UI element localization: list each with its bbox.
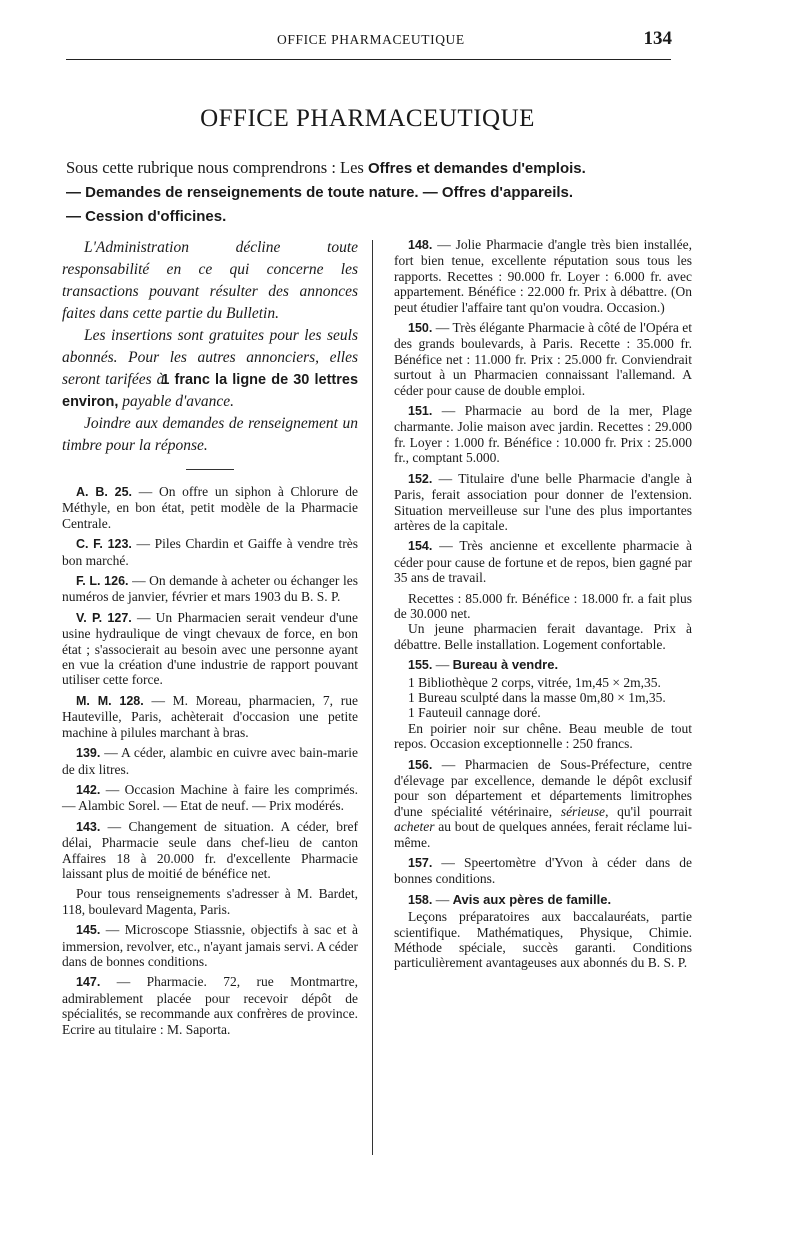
ad-154-line-1: Recettes : 85.000 fr. Bénéfice : 18.000 fr. a fait plus de 30.000 net. [394, 590, 692, 621]
left-column [62, 237, 358, 1042]
ad-ref: 154. [408, 539, 433, 554]
ad-ref: 152. [408, 471, 433, 486]
disclaimer-p2 [62, 325, 358, 413]
ad-ref: 142. [76, 782, 101, 797]
ad-158-ref: 158. [408, 892, 433, 907]
ad-entry [62, 886, 358, 917]
ad-ref: 148. [408, 238, 433, 252]
ad-text: — On offre un siphon à Chlorure de Méthyle, en bon état, petit modèle de la Pharmacie Centrale. [62, 484, 358, 531]
ad-text: Pour tous renseignements s'adresser à M. Bardet, 118, boulevard Magenta, Paris. [62, 886, 358, 917]
ad-text: — M. Moreau, pharmacien, 7, rue Hauteville, Paris, achèterait d'occasion une petite machine à pilules marchant à bras. [62, 692, 358, 740]
ad-156-text-a: — Pharmacien de Sous-Préfecture, centre d'élevage par excellence, demande le dépôt exclusif pour son département et départements limitrophes d'une spécialité vétérinaire, [394, 756, 692, 819]
right-column [394, 237, 692, 971]
ad-text: — Un Pharmacien serait vendeur d'une usine hydraulique de vingt chevaux de force, en bon état ; s'associerait au besoin avec une personne ayant en vue la création d'une industrie de rapport pouvant utiliser cette force. [62, 609, 358, 688]
intro-paragraph [66, 156, 740, 228]
ad-text: — A céder, alambic en cuivre avec bain-marie de dix litres. [62, 745, 358, 777]
header-rule [66, 59, 671, 60]
ad-156-text-c: au bout de quelques années, ferait réclame lui-même. [394, 819, 692, 850]
ad-ref: 151. [408, 404, 433, 419]
ad-156-italic-2: acheter [394, 819, 435, 835]
disclaimer-p2a: Les insertions sont gratuites pour les seuls abonnés. Pour les autres annonciers, elles seront tarifées à [62, 327, 358, 388]
disclaimer-p2c: payable d'avance. [122, 393, 235, 410]
ad-entry [62, 745, 358, 777]
ad-155-line-1: 1 Bibliothèque 2 corps, vitrée, 1m,45 × 2m,35. [408, 674, 661, 690]
ad-158-text: Leçons préparatoires aux baccalauréats, partie scientifique. Mathématiques, Physique, Chimie. Méthode spéciale, succès garanti. Conditions particulièrement avantageuses aux abonnés du B. S. P. [394, 909, 692, 971]
ad-155-heading: Bureau à vendre. [452, 657, 559, 673]
ad-ref: 145. [76, 923, 101, 938]
ad-ref: C. F. 123. [76, 537, 132, 552]
ad-entry [394, 320, 692, 398]
ad-entry [62, 536, 358, 568]
ad-ref: A. B. 25. [76, 485, 133, 499]
disclaimer [62, 237, 358, 457]
ad-entry [394, 538, 692, 585]
left-ads-list [62, 484, 358, 1037]
ad-157-text: — Speertomètre d'Yvon à céder dans de bonnes conditions. [394, 855, 692, 887]
ad-text: — Changement de situation. A céder, bref délai, Pharmacie seule dans chef-lieu de canton Affaires 18 à 20.000 fr. d'excellente Pharmacie laissant plus de moitié de bénéfice net. [62, 818, 358, 881]
ad-ref: 139. [76, 746, 101, 761]
ad-157 [394, 855, 692, 887]
ad-155: 155. — Bureau à vendre. [408, 657, 559, 673]
ad-155-line-2: 1 Bureau sculpté dans la masse 0m,80 × 1m,35. [408, 689, 666, 705]
ad-ref: M. M. 128. [76, 693, 144, 708]
ad-ref: F. L. 126. [76, 574, 129, 589]
ad-ref: V. P. 127. [76, 610, 132, 625]
ad-entry [62, 693, 358, 740]
ad-158: 158. — Avis aux pères de famille. [408, 891, 612, 907]
ad-156-text-b: , qu'il pourrait [605, 803, 692, 819]
ad-text: — Très ancienne et excellente pharmacie à céder pour cause de fortune et de repos, bien gagné par 35 ans de travail. [394, 538, 692, 586]
ad-entry [62, 974, 358, 1037]
ad-entry [62, 922, 358, 969]
ad-entry [62, 610, 358, 688]
ad-ref: 147. [76, 975, 101, 990]
running-header [62, 28, 672, 54]
disclaimer-p1: L'Administration décline toute responsabilité en ce qui concerne les transactions pouvant résulter des annonces faites dans cette partie du Bulletin. [62, 239, 358, 322]
ad-entry [394, 471, 692, 534]
ad-entry [62, 782, 358, 814]
ad-text: — Titulaire d'une belle Pharmacie d'angle à Paris, ferait association pour donner de l'extension. Situation merveilleuse sur l'une des plus importantes artères de la capitale. [394, 470, 692, 533]
ad-157-ref: 157. [408, 856, 433, 871]
intro-lead: Sous cette rubrique nous comprendrons : Les [66, 158, 368, 177]
disclaimer-rate: 1 franc la ligne de 30 lettres environ, [62, 372, 359, 410]
ad-text: — On demande à acheter ou échanger les numéros de janvier, février et mars 1903 du B. S. P. [62, 573, 358, 605]
ad-158-heading: Avis aux pères de famille. [452, 891, 612, 907]
ad-entry [62, 573, 358, 605]
ad-entry [62, 819, 358, 882]
ad-entry [394, 237, 692, 315]
intro-bold-2: — Demandes de renseignements de toute nature. — Offres d'appareils. [66, 184, 574, 201]
ad-156-ref: 156. [408, 757, 433, 772]
ad-text: — Jolie Pharmacie d'angle très bien installée, fort bien tenue, excellente réputation sous tous les rapports. Recettes : 90.000 fr. Loyer : 6.000 fr. avec appartement. Bénéfice : 22.000 fr. Prix à débattre. (On peut étudier l'affaire tant qu'on voudra. Occasion.) [394, 237, 692, 315]
ad-text: — Occasion Machine à faire les comprimés. — Alambic Sorel. — Etat de neuf. — Prix modérés. [62, 781, 358, 814]
ad-text: — Pharmacie au bord de la mer, Plage charmante. Jolie maison avec jardin. Recettes : 29.000 fr. Loyer : 1.000 fr. Bénéfice : 10.000 fr. Prix : 25.000 fr., comptant 5.000. [394, 403, 692, 466]
page-title: OFFICE PHARMACEUTIQUE [200, 105, 535, 132]
running-title: OFFICE PHARMACEUTIQUE [277, 32, 465, 47]
ad-155-line-4: En poirier noir sur chêne. Beau meuble de tout repos. Occasion exceptionnelle : 250 francs. [394, 720, 692, 752]
ad-entry [394, 403, 692, 466]
ad-155-line-3: 1 Fauteuil cannage doré. [408, 705, 541, 721]
ad-text: — Pharmacie. 72, rue Montmartre, admirablement placée pour recevoir dépôt de spécialités, se recommande aux confrères de province. Ecrire au titulaire : M. Saporta. [62, 974, 358, 1037]
ad-ref: 150. [408, 321, 433, 336]
disclaimer-p3: Joindre aux demandes de renseignement un timbre pour la réponse. [62, 415, 358, 454]
intro-bold-3: — Cession d'officines. [66, 208, 227, 225]
ad-156 [394, 757, 692, 850]
ad-156-italic-1: sérieuse [560, 803, 606, 819]
column-divider [372, 240, 373, 1155]
ad-155-ref: 155. [408, 658, 433, 673]
ad-entry [62, 484, 358, 531]
ad-text: — Très élégante Pharmacie à côté de l'Opéra et des grands boulevards, à Paris. Recette : 35.000 fr. Bénéfice net : 11.000 fr. Prix : 25.000 fr. Conviendrait surtout à un Pharmacien connaissant l'allemand. A céder pour cause de double emploi. [394, 320, 692, 398]
right-ads-list [394, 237, 692, 586]
intro-bold-1: Offres et demandes d'emplois. [367, 160, 586, 177]
ad-text: — Piles Chardin et Gaiffe à vendre très bon marché. [62, 536, 359, 568]
ad-ref: 143. [76, 819, 101, 834]
page-number: 134 [643, 28, 672, 49]
ad-text: — Microscope Stiassnie, objectifs à sac et à immersion, revolver, etc., n'ayant jamais servi. A céder dans de bonnes conditions. [62, 922, 358, 969]
ad-154-line-2: Un jeune pharmacien ferait davantage. Prix à débattre. Belle installation. Logement confortable. [394, 621, 692, 652]
section-rule [186, 469, 234, 470]
